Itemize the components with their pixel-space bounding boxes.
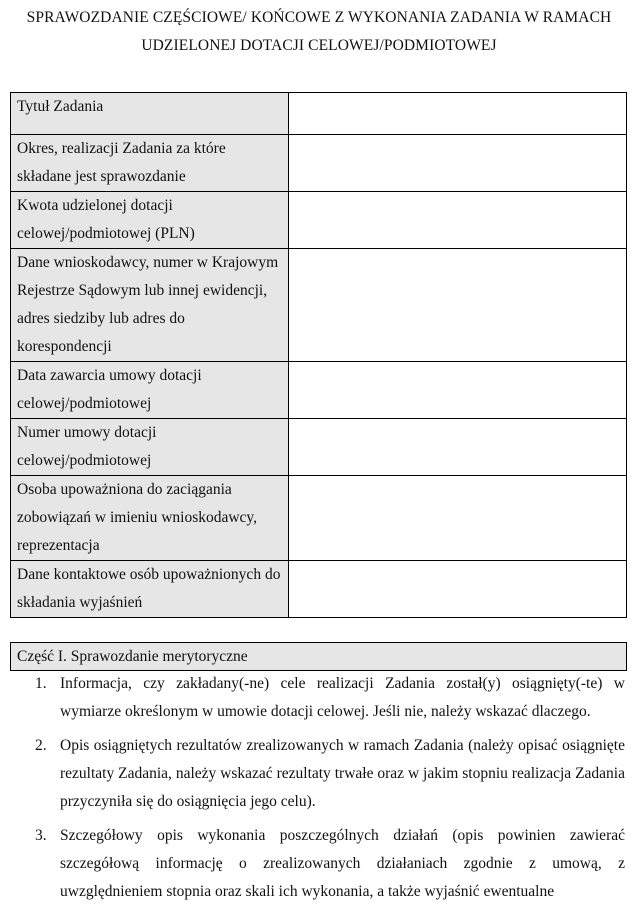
table-row-period — [11, 135, 627, 192]
document-title-line-1: SPRAWOZDANIE CZĘŚCIOWE/ KOŃCOWE Z WYKONANIA ZADANIA W RAMACH — [26, 9, 612, 26]
label-contact-details: Dane kontaktowe osób upoważnionych do składania wyjaśnień — [11, 561, 289, 618]
table-row-contact-details — [11, 561, 627, 618]
list-item-text: Szczegółowy opis wykonania poszczególnych działań (opis powinien zawierać szczegółową informację o zrealizowanych działaniach zgodnie z umową, z uwzględnieniem stopnia oraz skali ich wykonania, a także wyjaśnić ewentualne — [60, 827, 625, 900]
list-item — [35, 732, 625, 816]
label-task-title: Tytuł Zadania — [11, 93, 289, 135]
value-authorized-person[interactable] — [289, 476, 627, 561]
label-agreement-date: Data zawarcia umowy dotacji celowej/podmiotowej — [11, 362, 289, 419]
value-applicant-data[interactable] — [289, 249, 627, 362]
value-grant-amount[interactable] — [289, 192, 627, 249]
label-agreement-number: Numer umowy dotacji celowej/podmiotowej — [11, 419, 289, 476]
table-row-applicant-data — [11, 249, 627, 362]
value-contact-details[interactable] — [289, 561, 627, 618]
report-info-table — [10, 92, 627, 618]
label-applicant-data: Dane wnioskodawcy, numer w Krajowym Rejestrze Sądowym lub innej ewidencji, adres siedziby lub adres do korespondencji — [11, 249, 289, 362]
section-item-list — [35, 670, 625, 912]
section-header: Część I. Sprawozdanie merytoryczne — [10, 642, 627, 671]
list-item-number: 2. — [35, 737, 47, 754]
list-item-text: Opis osiągniętych rezultatów zrealizowanych w ramach Zadania (należy opisać osiągnięte rezultaty Zadania, należy wskazać rezultaty trwałe oraz w jakim stopniu realizacja Zadania przyczyniła się do osiągnięcia jego celu). — [60, 737, 625, 810]
value-agreement-number[interactable] — [289, 419, 627, 476]
document-title — [0, 4, 638, 60]
value-period[interactable] — [289, 135, 627, 192]
table-row-agreement-number — [11, 419, 627, 476]
list-item — [35, 670, 625, 726]
document-title-line-2: UDZIELONEJ DOTACJI CELOWEJ/PODMIOTOWEJ — [141, 37, 497, 54]
table-row-authorized-person — [11, 476, 627, 561]
value-task-title[interactable] — [289, 93, 627, 135]
table-row-task-title — [11, 93, 627, 135]
label-authorized-person: Osoba upoważniona do zaciągania zobowiązań w imieniu wnioskodawcy, reprezentacja — [11, 476, 289, 561]
label-period: Okres, realizacji Zadania za które składane jest sprawozdanie — [11, 135, 289, 192]
value-agreement-date[interactable] — [289, 362, 627, 419]
label-grant-amount: Kwota udzielonej dotacji celowej/podmiotowej (PLN) — [11, 192, 289, 249]
list-item — [35, 822, 625, 906]
list-item-number: 3. — [35, 827, 47, 844]
list-item-text: Informacja, czy zakładany(-ne) cele realizacji Zadania został(y) osiągnięty(-te) w wymiarze określonym w umowie dotacji celowej. Jeśli nie, należy wskazać dlaczego. — [60, 675, 625, 720]
table-row-grant-amount — [11, 192, 627, 249]
list-item-number: 1. — [35, 675, 47, 692]
table-row-agreement-date — [11, 362, 627, 419]
